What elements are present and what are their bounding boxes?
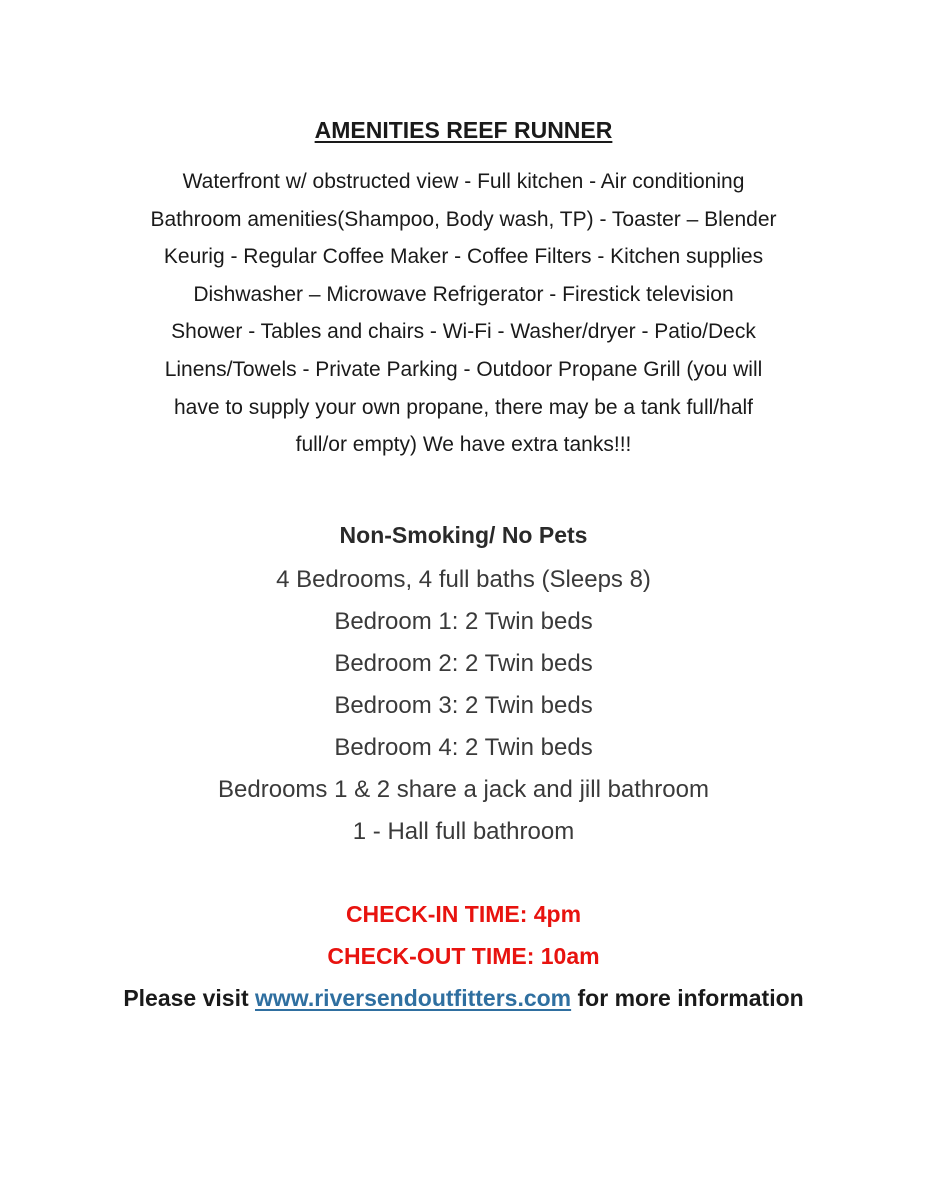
amenities-line: Keurig - Regular Coffee Maker - Coffee Filters - Kitchen supplies [163,245,764,269]
policy-heading: Non-Smoking/ No Pets [339,522,588,548]
amenities-line: Waterfront w/ obstructed view - Full kitchen - Air conditioning [182,170,745,193]
page-title: AMENITIES REEF RUNNER [314,117,613,143]
amenities-line: Linens/Towels - Private Parking - Outdoor Propane Grill (you will [164,357,763,381]
check-times [0,893,927,977]
check-in-time: CHECK-IN TIME: 4pm [345,901,582,927]
check-out-time: CHECK-OUT TIME: 10am [327,943,600,969]
bedroom-line: Bedroom 2: 2 Twin beds [334,650,593,677]
website-link[interactable]: www.riversendoutfitters.com [255,985,572,1011]
visit-suffix: for more information [571,985,804,1011]
amenities-line: full/or empty) We have extra tanks!!! [295,433,632,457]
rooms-list [0,559,927,853]
amenities-line: Shower - Tables and chairs - Wi-Fi - Washer/dryer - Patio/Deck [171,320,756,344]
shared-bathroom-line: Bedrooms 1 & 2 share a jack and jill bathroom [218,776,709,803]
rooms-summary: 4 Bedrooms, 4 full baths (Sleeps 8) [276,566,651,593]
bedroom-line: Bedroom 3: 2 Twin beds [334,692,593,719]
amenities-list [80,163,847,464]
bedroom-line: Bedroom 1: 2 Twin beds [334,608,593,635]
bedroom-line: Bedroom 4: 2 Twin beds [334,734,593,761]
amenities-line: Bathroom amenities(Shampoo, Body wash, TP) - Toaster – Blender [150,207,777,231]
visit-info [120,977,807,1019]
hall-bathroom-line: 1 - Hall full bathroom [352,818,575,845]
amenities-line: Dishwasher – Microwave Refrigerator - Firestick television [193,282,734,306]
amenities-line: have to supply your own propane, there may be a tank full/half [173,395,754,419]
visit-prefix: Please visit [123,985,256,1011]
